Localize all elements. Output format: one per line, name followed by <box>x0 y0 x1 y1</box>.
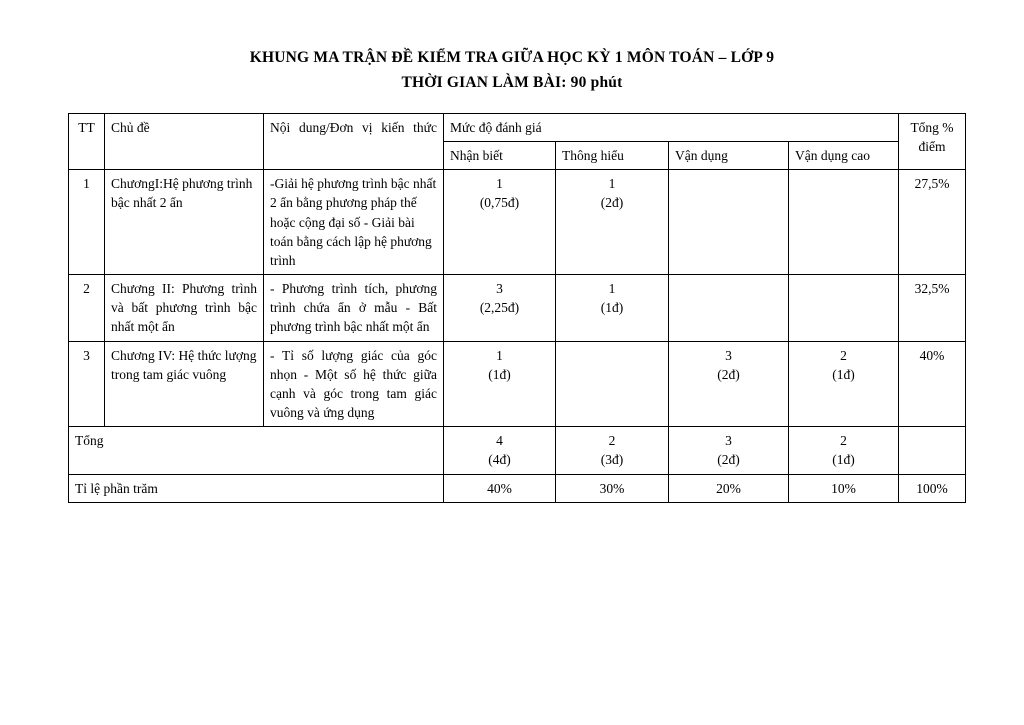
level-4-score: (1đ) <box>832 366 855 382</box>
footer-level-1-count: 4 <box>496 433 503 449</box>
footer-total-level-1 <box>444 427 556 474</box>
row-subject: ChươngI:Hệ phương trình bậc nhất 2 ẩn <box>105 170 264 275</box>
footer-ratio-level-3: 20% <box>669 474 789 502</box>
row-level-1 <box>444 275 556 341</box>
header-level-2: Thông hiểu <box>556 142 669 170</box>
page-subtitle: THỜI GIAN LÀM BÀI: 90 phút <box>401 74 623 92</box>
level-1-score: (1đ) <box>488 366 511 382</box>
exam-matrix-table <box>68 113 966 503</box>
row-total-percent: 32,5% <box>899 275 966 341</box>
row-level-4 <box>789 341 899 427</box>
footer-ratio-level-2: 30% <box>556 474 669 502</box>
level-3-count: 3 <box>725 347 732 363</box>
footer-level-2-score: (3đ) <box>600 452 624 468</box>
footer-total-percent <box>899 427 966 474</box>
level-2-score: (2đ) <box>600 195 624 211</box>
level-1-count: 3 <box>496 281 503 297</box>
table-header-row-1 <box>69 114 966 142</box>
header-tt: TT <box>69 114 105 170</box>
header-total-percent: Tổng % điểm <box>899 114 966 170</box>
footer-level-4-count: 2 <box>840 433 847 449</box>
level-1-count: 1 <box>496 176 503 192</box>
page-title: KHUNG MA TRẬN ĐỀ KIỂM TRA GIỮA HỌC KỲ 1 MÔN TOÁN – LỚP 9 <box>249 49 775 66</box>
row-subject: Chương II: Phương trình và bất phương trình bậc nhất một ẩn <box>105 275 264 341</box>
row-level-1 <box>444 341 556 427</box>
row-level-3 <box>669 341 789 427</box>
footer-total-label: Tổng <box>69 427 444 474</box>
footer-level-2-count: 2 <box>608 433 616 449</box>
header-level-3: Vận dụng <box>669 142 789 170</box>
header-subject: Chủ đề <box>105 114 264 170</box>
footer-total-level-3 <box>669 427 789 474</box>
row-subject: Chương IV: Hệ thức lượng trong tam giác vuông <box>105 341 264 427</box>
footer-level-3-count: 3 <box>725 433 732 449</box>
footer-ratio-level-4: 10% <box>789 474 899 502</box>
header-level-1: Nhận biết <box>444 142 556 170</box>
table-row <box>69 341 966 427</box>
row-content: - Tỉ số lượng giác của góc nhọn - Một số hệ thức giữa cạnh và góc trong tam giác vuông và ứng dụng <box>264 341 444 427</box>
row-level-4 <box>789 275 899 341</box>
footer-ratio-total: 100% <box>899 474 966 502</box>
row-content: -Giải hệ phương trình bậc nhất 2 ẩn bằng phương pháp thế hoặc cộng đại số - Giải bài toán bằng cách lập hệ phương trình <box>264 170 444 275</box>
level-1-score: (0,75đ) <box>479 195 520 211</box>
row-total-percent: 40% <box>899 341 966 427</box>
footer-ratio-level-1: 40% <box>444 474 556 502</box>
row-content: - Phương trình tích, phương trình chứa ẩn ở mẫu - Bất phương trình bậc nhất một ẩn <box>264 275 444 341</box>
row-level-3 <box>669 170 789 275</box>
footer-total-level-4 <box>789 427 899 474</box>
row-level-3 <box>669 275 789 341</box>
row-tt: 1 <box>69 170 105 275</box>
level-2-count: 1 <box>608 281 616 297</box>
row-level-1 <box>444 170 556 275</box>
row-level-2 <box>556 275 669 341</box>
header-content: Nội dung/Đơn vị kiến thức <box>264 114 444 170</box>
header-level-4: Vận dụng cao <box>789 142 899 170</box>
table-footer-ratio-row <box>69 474 966 502</box>
row-level-4 <box>789 170 899 275</box>
level-1-count: 1 <box>496 347 503 363</box>
footer-level-3-score: (2đ) <box>717 452 740 468</box>
footer-total-level-2 <box>556 427 669 474</box>
level-3-score: (2đ) <box>717 366 740 382</box>
header-level-group: Mức độ đánh giá <box>444 114 899 142</box>
footer-ratio-label: Tỉ lệ phần trăm <box>69 474 444 502</box>
table-row <box>69 170 966 275</box>
row-level-2 <box>556 341 669 427</box>
level-2-score: (1đ) <box>600 300 624 316</box>
level-4-count: 2 <box>840 347 847 363</box>
table-footer-total-row <box>69 427 966 474</box>
row-tt: 3 <box>69 341 105 427</box>
row-tt: 2 <box>69 275 105 341</box>
footer-level-1-score: (4đ) <box>488 452 511 468</box>
level-1-score: (2,25đ) <box>479 300 520 316</box>
table-row <box>69 275 966 341</box>
footer-level-4-score: (1đ) <box>832 452 855 468</box>
level-2-count: 1 <box>608 176 616 192</box>
row-total-percent: 27,5% <box>899 170 966 275</box>
row-level-2 <box>556 170 669 275</box>
